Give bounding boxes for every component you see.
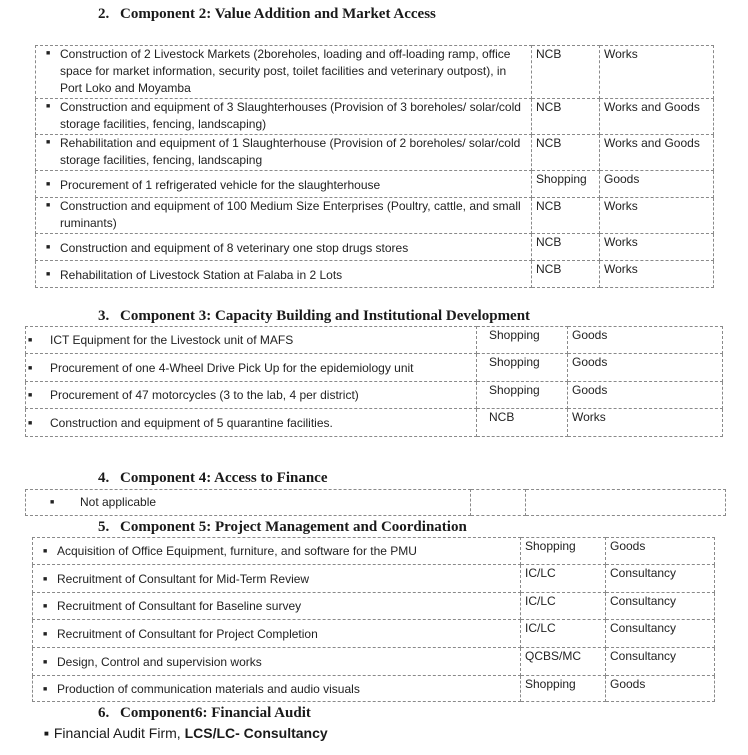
procurement-type: Consultancy: [610, 649, 677, 663]
component-6-heading: [98, 705, 311, 722]
item-description: Construction and equipment of 3 Slaughterhouses (Provision of 3 boreholes/ solar/cold storage facilities, fencing, landscaping): [60, 100, 521, 131]
heading-title: Component 4: Access to Finance: [120, 470, 328, 486]
item-description: Acquisition of Office Equipment, furniture, and software for the PMU: [57, 544, 417, 558]
bullet-icon: ■: [43, 659, 48, 666]
table-row: [36, 135, 714, 171]
heading-number: 2.: [98, 6, 110, 22]
table-row: [36, 46, 714, 99]
table-row: [26, 409, 723, 437]
bullet-icon: ■: [46, 244, 51, 251]
procurement-type: Consultancy: [610, 594, 677, 608]
table-row: [33, 593, 715, 620]
component-2-table: [35, 45, 714, 288]
heading-number: 3.: [98, 308, 110, 324]
table-row: [26, 382, 723, 409]
procurement-type: Goods: [610, 539, 646, 553]
table-row: [33, 648, 715, 676]
table-row: [36, 261, 714, 288]
table-row: [36, 99, 714, 135]
financial-audit-item: [44, 725, 328, 741]
component-5-table: [32, 537, 715, 702]
item-description: Recruitment of Consultant for Project Completion: [57, 627, 318, 641]
item-description: Not applicable: [80, 495, 157, 509]
bullet-icon: ■: [28, 337, 33, 344]
procurement-method: IC/LC: [525, 566, 556, 580]
component-4-heading: [98, 470, 327, 487]
table-row: [33, 538, 715, 565]
item-description: Procurement of one 4-Wheel Drive Pick Up for the epidemiology unit: [50, 361, 414, 375]
table-row: [36, 234, 714, 261]
heading-number: 5.: [98, 519, 110, 535]
bullet-icon: ■: [28, 420, 33, 427]
procurement-method: NCB: [536, 47, 562, 61]
procurement-method: NCB: [536, 136, 562, 150]
bullet-icon: ■: [43, 686, 48, 693]
bullet-icon: ■: [43, 548, 48, 555]
bullet-icon: ■: [44, 729, 49, 738]
procurement-method: Shopping: [525, 677, 576, 691]
procurement-type: Goods: [610, 677, 646, 691]
procurement-method: NCB: [536, 199, 562, 213]
procurement-method: Shopping: [525, 539, 576, 553]
procurement-type: Works and Goods: [604, 100, 700, 114]
table-row: [33, 565, 715, 593]
component-4-table: [25, 489, 726, 516]
procurement-type: Works: [604, 199, 638, 213]
bullet-icon: ■: [50, 499, 55, 506]
table-row: [26, 490, 726, 516]
bullet-icon: ■: [43, 603, 48, 610]
item-description: ICT Equipment for the Livestock unit of MAFS: [50, 333, 294, 347]
procurement-method: NCB: [536, 262, 562, 276]
bullet-icon: ■: [28, 365, 33, 372]
procurement-type: Goods: [604, 172, 640, 186]
item-description: Rehabilitation of Livestock Station at Falaba in 2 Lots: [60, 268, 343, 282]
item-description: Production of communication materials and audio visuals: [57, 682, 360, 696]
item-description: Construction and equipment of 5 quarantine facilities.: [50, 416, 333, 430]
procurement-method: NCB: [536, 235, 562, 249]
procurement-type: Consultancy: [610, 566, 677, 580]
bullet-icon: ■: [46, 103, 51, 110]
bullet-icon: ■: [46, 181, 51, 188]
item-description: Rehabilitation and equipment of 1 Slaughterhouse (Provision of 2 boreholes/ solar/cold storage facilities, fencing, landscaping: [60, 136, 521, 167]
table-row: [36, 171, 714, 198]
item-description: Construction of 2 Livestock Markets (2boreholes, loading and off-loading ramp, office space for market information, security post, toilet facilities and veterinary outpost), in Port Loko and Moyamba: [60, 47, 511, 95]
procurement-method: IC/LC: [525, 594, 556, 608]
component-3-heading: [98, 308, 530, 325]
financial-audit-text: Financial Audit Firm,: [53, 725, 185, 741]
heading-title: Component 3: Capacity Building and Institutional Development: [120, 308, 531, 324]
procurement-type: Works: [604, 235, 638, 249]
item-description: Procurement of 1 refrigerated vehicle for the slaughterhouse: [60, 178, 381, 192]
financial-audit-method: LCS/LC- Consultancy: [184, 725, 328, 741]
item-description: Recruitment of Consultant for Baseline survey: [57, 599, 302, 613]
procurement-method: Shopping: [489, 328, 540, 342]
procurement-method: Shopping: [489, 355, 540, 369]
component-5-heading: [98, 519, 467, 536]
table-row: [33, 620, 715, 648]
item-description: Construction and equipment of 8 veterinary one stop drugs stores: [60, 241, 409, 255]
table-row: [26, 327, 723, 354]
procurement-method: Shopping: [536, 172, 587, 186]
component-2-heading: [98, 6, 436, 23]
table-row: [33, 676, 715, 702]
bullet-icon: ■: [46, 139, 51, 146]
procurement-method: NCB: [536, 100, 562, 114]
procurement-method: Shopping: [489, 383, 540, 397]
heading-title: Component 2: Value Addition and Market Access: [120, 6, 436, 22]
procurement-method: QCBS/MC: [525, 649, 582, 663]
item-description: Recruitment of Consultant for Mid-Term Review: [57, 572, 310, 586]
bullet-icon: ■: [43, 576, 48, 583]
procurement-method: IC/LC: [525, 621, 556, 635]
bullet-icon: ■: [43, 631, 48, 638]
item-description: Construction and equipment of 100 Medium Size Enterprises (Poultry, cattle, and small ruminants): [60, 199, 521, 230]
table-row: [26, 354, 723, 382]
procurement-type: Works and Goods: [604, 136, 700, 150]
procurement-method: NCB: [489, 410, 515, 424]
heading-number: 6.: [98, 705, 110, 721]
heading-title: Component6: Financial Audit: [120, 705, 311, 721]
item-description: Procurement of 47 motorcycles (3 to the lab, 4 per district): [50, 388, 359, 402]
bullet-icon: ■: [46, 271, 51, 278]
procurement-type: Goods: [572, 383, 608, 397]
heading-title: Component 5: Project Management and Coordination: [120, 519, 467, 535]
procurement-type: Works: [604, 47, 638, 61]
component-3-table: [25, 326, 723, 437]
procurement-type: Goods: [572, 328, 608, 342]
table-row: [36, 198, 714, 234]
bullet-icon: ■: [46, 202, 51, 209]
bullet-icon: ■: [28, 392, 33, 399]
procurement-type: Goods: [572, 355, 608, 369]
procurement-type: Works: [572, 410, 606, 424]
procurement-type: Consultancy: [610, 621, 677, 635]
heading-number: 4.: [98, 470, 110, 486]
item-description: Design, Control and supervision works: [57, 655, 262, 669]
procurement-type: Works: [604, 262, 638, 276]
bullet-icon: ■: [46, 50, 51, 57]
